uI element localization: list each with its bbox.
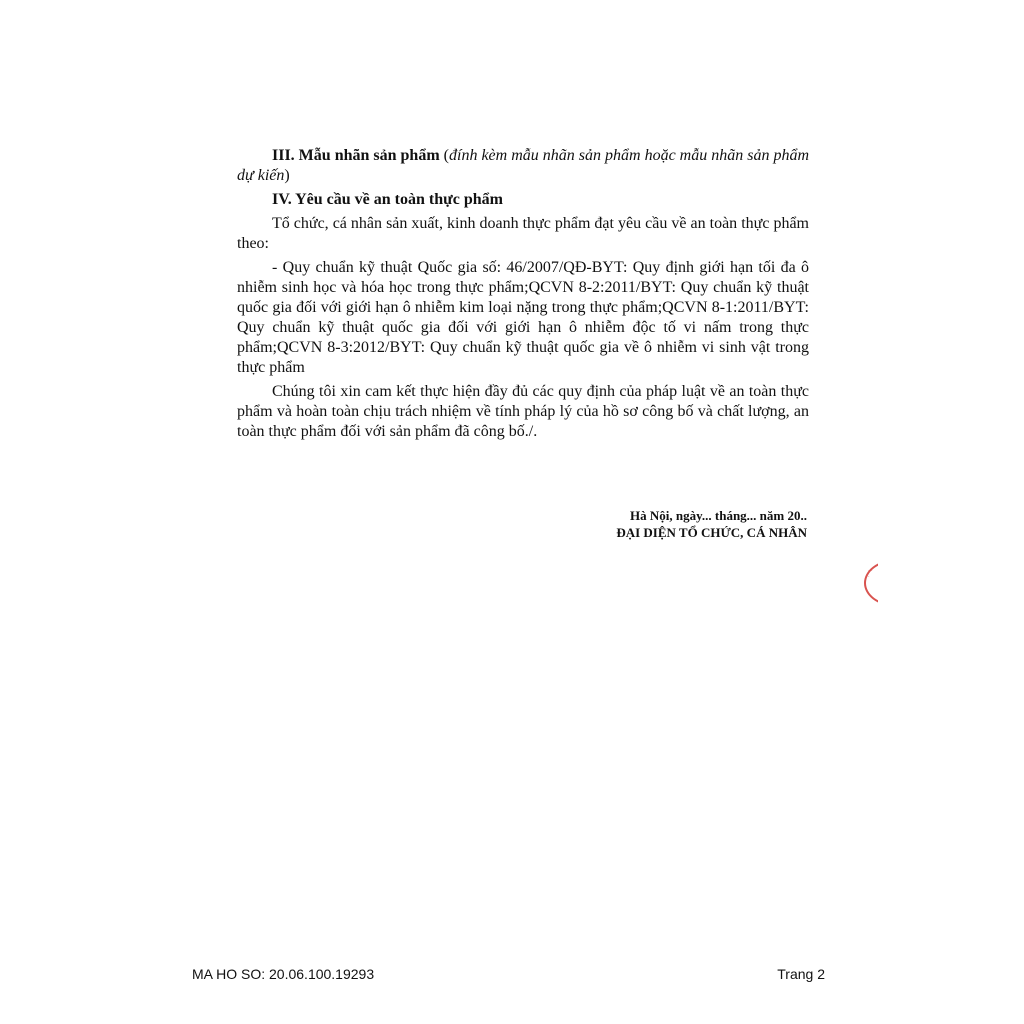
section-3-open-paren: (	[439, 147, 449, 164]
section-4-title: IV. Yêu cầu về an toàn thực phẩm	[272, 191, 503, 208]
file-code: MA HO SO: 20.06.100.19293	[192, 966, 375, 982]
representative-title: ĐẠI DIỆN TỔ CHỨC, CÁ NHÂN	[616, 525, 807, 540]
section-4-intro: Tổ chức, cá nhân sản xuất, kinh doanh thực phẩm đạt yêu cầu về an toàn thực phẩm theo:	[237, 215, 809, 252]
stamp-fragment	[864, 560, 878, 606]
section-3-close-paren: )	[284, 167, 290, 184]
section-4-commitment: Chúng tôi xin cam kết thực hiện đầy đủ các quy định của pháp luật về an toàn thực phẩm và hoàn toàn chịu trách nhiệm về tính pháp lý của hồ sơ công bố và chất lượng, an toàn thực phẩm đối với sản phẩm đã công bố./.	[237, 383, 809, 440]
signature-block	[616, 507, 807, 541]
place-date: Hà Nội, ngày... tháng... năm 20..	[630, 508, 807, 523]
document-body	[237, 146, 809, 446]
section-3-note: đính kèm mẫu nhãn sản phẩm hoặc mẫu nhãn sản phẩm dự kiến	[237, 147, 810, 184]
section-4-standards: - Quy chuẩn kỹ thuật Quốc gia số: 46/2007/QĐ-BYT: Quy định giới hạn tối đa ô nhiễm sinh học và hóa học trong thực phẩm;QCVN 8-2:2011/BYT: Quy chuẩn kỹ thuật quốc gia đối với giới hạn ô nhiễm kim loại nặng trong thực phẩm;QCVN 8-1:2011/BYT: Quy chuẩn kỹ thuật quốc gia đối với giới hạn ô nhiễm độc tố vi nấm trong thực phẩm;QCVN 8-3:2012/BYT: Quy chuẩn kỹ thuật quốc gia về ô nhiễm vi sinh vật trong thực phẩm	[237, 259, 809, 376]
stamp-icon	[864, 560, 878, 606]
page-number: Trang 2	[777, 966, 825, 982]
stamp-text-fragment: · · ·	[868, 568, 873, 580]
section-3-paragraph	[237, 146, 809, 186]
section-3-title: III. Mẫu nhãn sản phẩm	[272, 147, 440, 164]
